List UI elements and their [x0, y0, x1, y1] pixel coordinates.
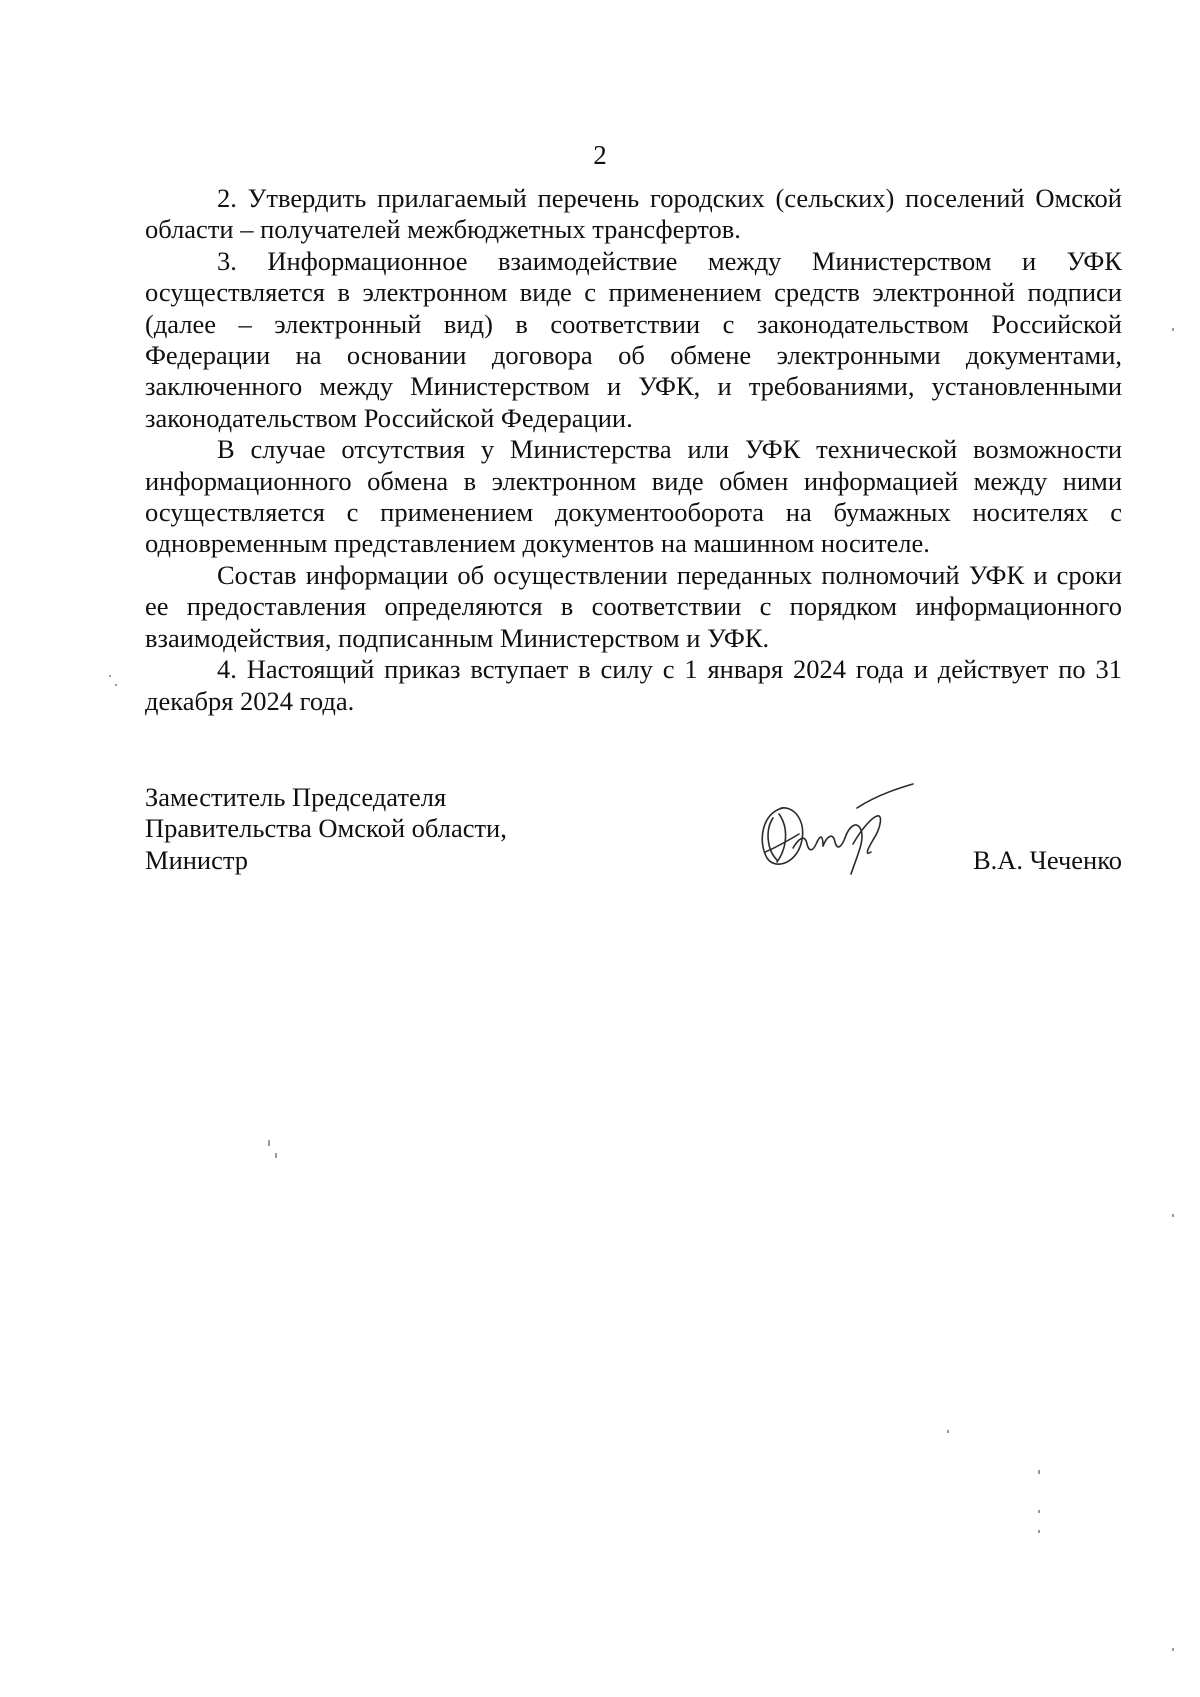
- signatory-name: В.А. Чеченко: [972, 845, 1122, 875]
- signatory-title-line: Правительства Омской области,: [145, 813, 507, 844]
- handwritten-signature: [753, 778, 918, 878]
- scan-speck: [947, 1430, 949, 1433]
- paragraph-item-3-no-edo: В случае отсутствия у Министерства или УФК технической возможности информационного обмена в электронном виде обмен информацией между ними осуществляется с применением документооборота на бумажных носителях с одновременным представлением документов на машинном носителе.: [145, 434, 1122, 559]
- scan-speck: [268, 1140, 270, 1146]
- document-body: [145, 183, 1122, 717]
- signatory-title-line: Заместитель Председателя: [145, 782, 447, 812]
- signatory-title: [145, 782, 507, 876]
- paragraph-item-2: 2. Утвердить прилагаемый перечень городских (сельских) поселений Омской области – получателей межбюджетных трансфертов.: [145, 183, 1122, 245]
- scan-speck: [275, 1153, 277, 1158]
- paragraph-item-3-info-composition: Состав информации об осуществлении переданных полномочий УФК и сроки ее предоставления определяются в соответствии с порядком информационного взаимодействия, подписанным Министерством и УФК.: [145, 559, 1122, 653]
- scan-speck: [1172, 328, 1174, 331]
- scan-speck: [115, 684, 117, 686]
- paragraph-item-3: 3. Информационное взаимодействие между Министерством и УФК осуществляется в электронном виде с применением средств электронной подписи (далее – электронный вид) в соответствии с законодательством Российской Федерации на основании договора об обмене электронными документами, заключенного между Министерством и УФК, и требованиями, установленными законодательством Российской Федерации.: [145, 245, 1122, 433]
- scan-speck: [109, 675, 111, 677]
- signatory-title-line: Министр: [145, 844, 249, 875]
- scan-speck: [1038, 1470, 1040, 1474]
- paragraph-item-4: 4. Настоящий приказ вступает в силу с 1 января 2024 года и действует по 31 декабря 2024 года.: [145, 654, 1122, 716]
- scan-speck: [1172, 1214, 1174, 1217]
- signature-block: [145, 782, 1122, 892]
- scan-speck: [1172, 1648, 1174, 1651]
- scan-speck: [1038, 1530, 1040, 1533]
- page-number: 2: [593, 140, 607, 170]
- scan-speck: [1038, 1510, 1040, 1513]
